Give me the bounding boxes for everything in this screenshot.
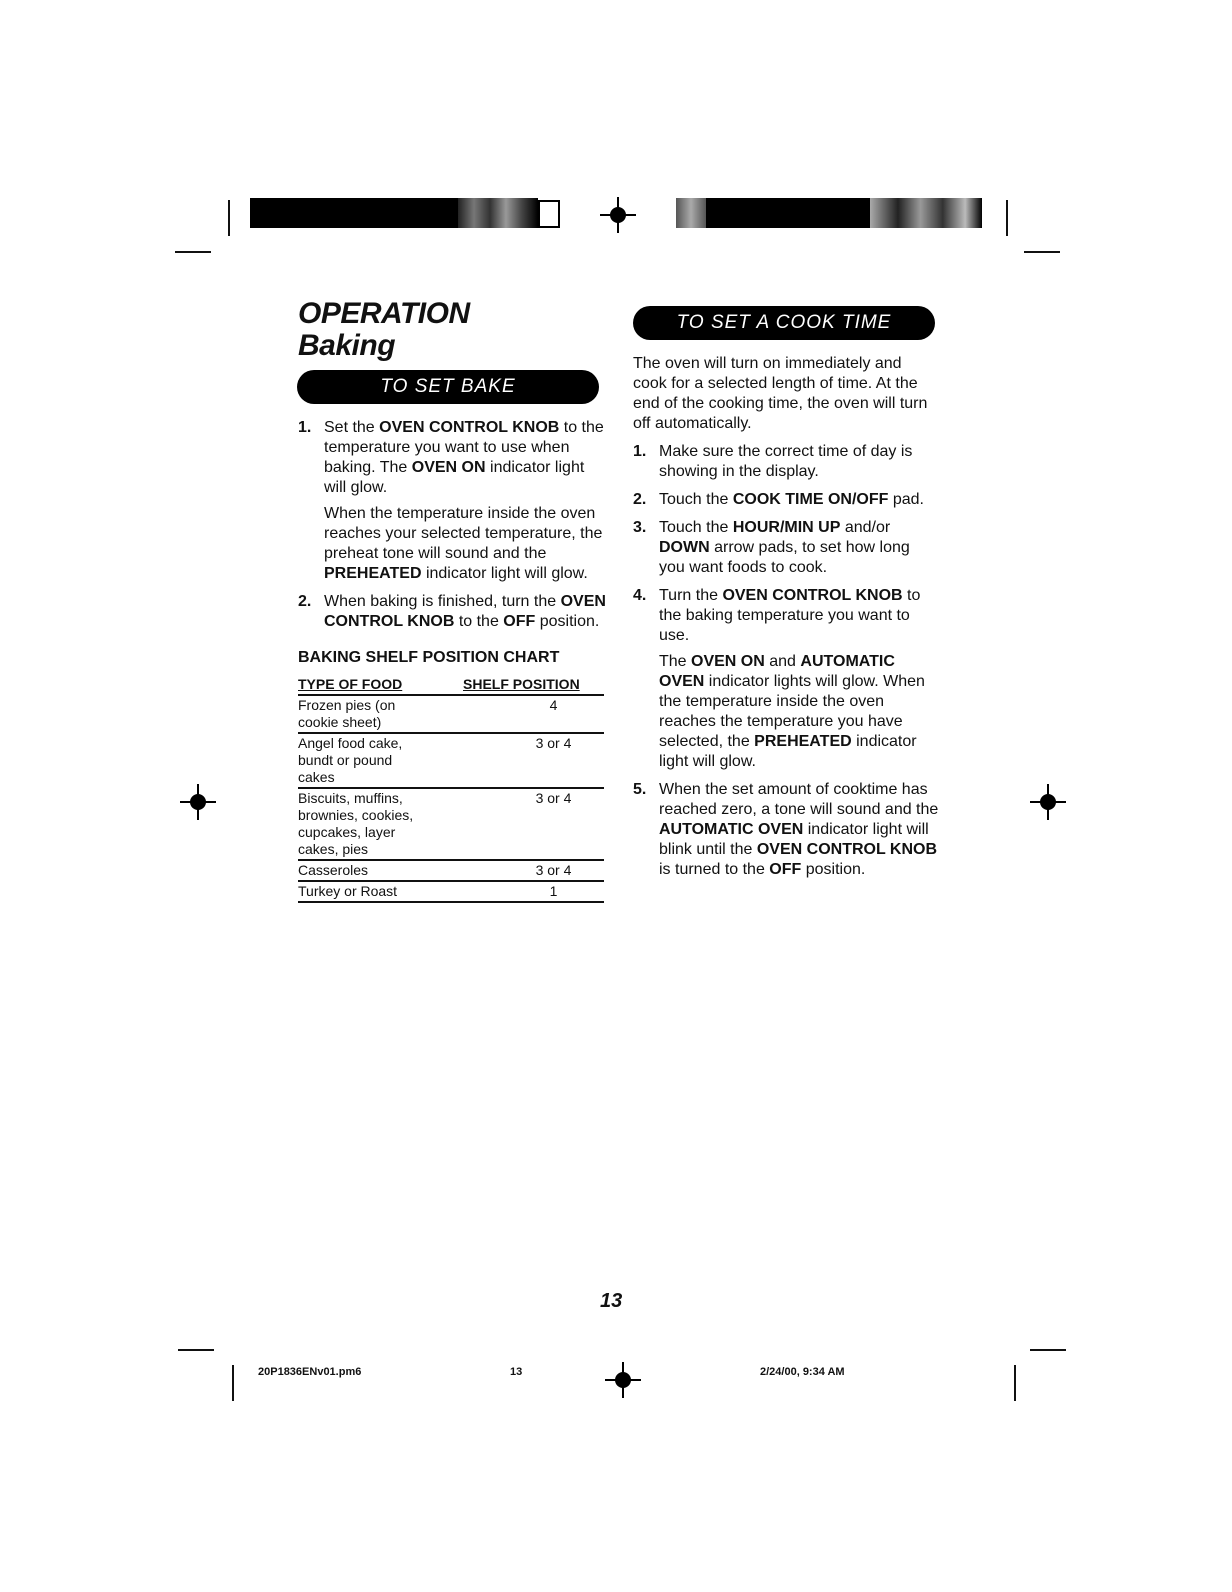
food-cell: Casseroles [298, 860, 463, 881]
crop-mark [1024, 251, 1060, 253]
table-row [298, 733, 604, 788]
header-bar-right [706, 198, 870, 228]
food-cell: Angel food cake, bundt or pound cakes [298, 733, 463, 788]
step-text: Touch the COOK TIME ON/OFF pad. [659, 491, 924, 508]
table-row [298, 695, 604, 733]
crop-mark [228, 200, 230, 236]
food-cell: Turkey or Roast [298, 881, 463, 902]
table-row [298, 860, 604, 881]
table-header-row [298, 676, 604, 695]
bake-step-1 [298, 418, 608, 584]
step-text: The OVEN ON and AUTOMATIC OVEN indicator lights will glow. When the temperature inside the oven reaches the temperature you have selected, the PREHEATED indicator light will glow. [659, 653, 925, 770]
bake-step-2 [298, 592, 608, 632]
food-cell: Biscuits, muffins, brownies, cookies, cupcakes, layer cakes, pies [298, 788, 463, 860]
step-text: Turn the OVEN CONTROL KNOB to the baking temperature you want to use. [659, 587, 921, 644]
footer-page: 13 [510, 1366, 523, 1378]
step-number: 2. [633, 491, 647, 508]
header-bar-right-gray2 [870, 198, 982, 228]
cook-step-3 [633, 518, 939, 578]
crop-mark [1006, 200, 1008, 236]
footer-filename: 20P1836ENv01.pm6 [258, 1366, 362, 1378]
step-number: 3. [633, 519, 647, 536]
shelf-chart-title: BAKING SHELF POSITION CHART [298, 649, 560, 666]
step-number: 1. [633, 443, 647, 460]
step-text: When the set amount of cooktime has reached zero, a tone will sound and the AUTOMATIC OVEN indicator light will blink until the OVEN CONTROL KNOB is turned to the OFF position. [659, 781, 939, 878]
position-cell: 1 [463, 881, 604, 902]
footer-date: 2/24/00, 9:34 AM [760, 1366, 845, 1378]
table-row [298, 788, 604, 860]
crop-mark [175, 251, 211, 253]
column-header-food: TYPE OF FOOD [298, 676, 463, 695]
registration-target-icon [600, 197, 636, 233]
section-title: OPERATION [298, 297, 470, 330]
table-row [298, 881, 604, 902]
crop-mark [178, 1349, 214, 1351]
food-cell: Frozen pies (on cookie sheet) [298, 695, 463, 733]
cook-step-5 [633, 780, 939, 880]
step-text: Make sure the correct time of day is showing in the display. [659, 443, 913, 480]
header-bar-left-gray [458, 198, 538, 228]
step-text: Touch the HOUR/MIN UP and/or DOWN arrow pads, to set how long you want foods to cook. [659, 519, 910, 576]
position-cell: 3 or 4 [463, 860, 604, 881]
left-column [298, 418, 608, 903]
section-subtitle: Baking [298, 329, 396, 362]
to-set-cook-time-banner: TO SET A COOK TIME [633, 306, 935, 340]
registration-target-icon [605, 1362, 641, 1398]
step-number: 2. [298, 593, 312, 610]
column-header-position: SHELF POSITION [463, 676, 604, 695]
cook-step-1 [633, 442, 939, 482]
cook-step-4 [633, 586, 939, 772]
crop-mark [1014, 1365, 1016, 1401]
crop-mark [232, 1365, 234, 1401]
position-cell: 4 [463, 695, 604, 733]
header-bar-right-gray [676, 198, 706, 228]
position-cell: 3 or 4 [463, 733, 604, 788]
step-number: 5. [633, 781, 647, 798]
registration-target-icon [180, 784, 216, 820]
header-bar-left [250, 198, 458, 228]
cook-step-2 [633, 490, 939, 510]
page-number: 13 [600, 1290, 623, 1312]
right-column [633, 354, 939, 888]
registration-target-icon [1030, 784, 1066, 820]
step-text: When baking is finished, turn the OVEN CONTROL KNOB to the OFF position. [324, 593, 606, 630]
intro-text: The oven will turn on immediately and cook for a selected length of time. At the end of the cooking time, the oven will turn off automatically. [633, 355, 928, 432]
step-number: 1. [298, 419, 312, 436]
step-number: 4. [633, 587, 647, 604]
step-text: When the temperature inside the oven reaches your selected temperature, the preheat tone will sound and the PREHEATED indicator light will glow. [324, 505, 603, 582]
crop-mark [1030, 1349, 1066, 1351]
header-bar-left-box [538, 200, 560, 228]
to-set-bake-banner: TO SET BAKE [297, 370, 599, 404]
position-cell: 3 or 4 [463, 788, 604, 860]
shelf-position-table [298, 676, 604, 903]
step-text: Set the OVEN CONTROL KNOB to the temperature you want to use when baking. The OVEN ON indicator light will glow. [324, 419, 604, 496]
